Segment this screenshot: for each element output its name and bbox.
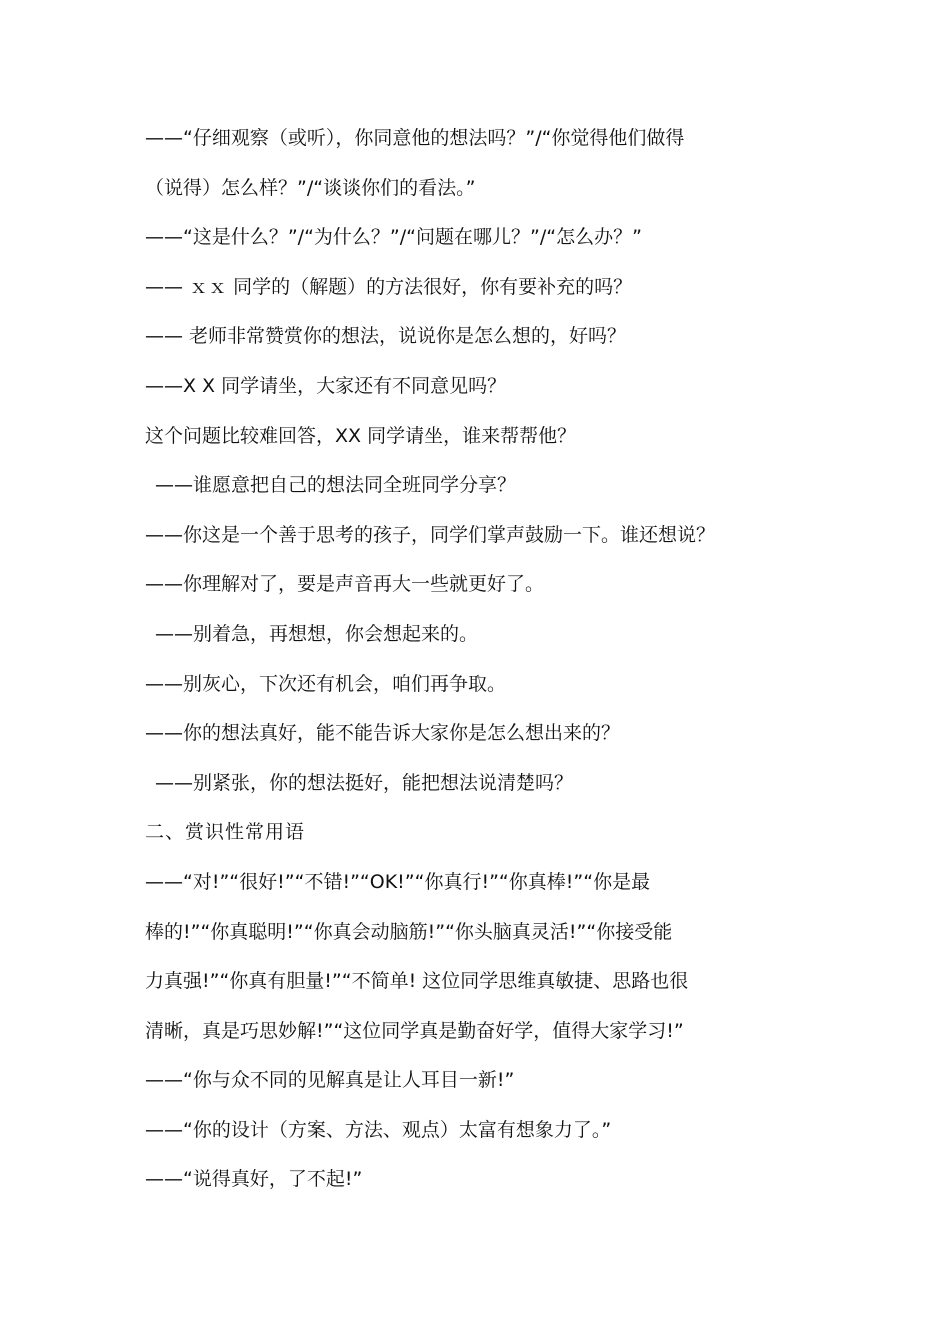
text-line: 这个问题比较难回答，XX 同学请坐，谁来帮帮他？: [145, 424, 577, 447]
text-line: ——你的想法真好，能不能告诉大家你是怎么想出来的？: [145, 722, 621, 745]
text-line: ——“这是什么？”/“为什么？”/“问题在哪儿？”/“怎么办？”: [145, 226, 642, 249]
text-line: —— ｘｘ 同学的（解题）的方法很好，你有要补充的吗？: [145, 275, 633, 298]
text-line: 清晰，真是巧思妙解!”“这位同学真是勤奋好学，值得大家学习!”: [145, 1019, 684, 1042]
text-line: ——“你的设计（方案、方法、观点）太富有想象力了。”: [145, 1118, 612, 1141]
text-line: （说得）怎么样？”/“谈谈你们的看法。”: [145, 176, 476, 199]
text-line: ——谁愿意把自己的想法同全班同学分享？: [155, 474, 517, 497]
text-line: —— 老师非常赞赏你的想法，说说你是怎么想的，好吗？: [145, 325, 627, 348]
text-line: 棒的!”“你真聪明!”“你真会动脑筋!”“你头脑真灵活!”“你接受能: [145, 920, 673, 943]
text-line: ——你理解对了，要是声音再大一些就更好了。: [145, 573, 545, 596]
text-line: ——别紧张，你的想法挺好，能把想法说清楚吗？: [155, 771, 574, 794]
text-line: ——X X 同学请坐，大家还有不同意见吗？: [145, 374, 507, 397]
text-line: 力真强!”“你真有胆量!”“不简单! 这位同学思维真敏捷、思路也很: [145, 970, 689, 993]
text-line: ——你这是一个善于思考的孩子，同学们掌声鼓励一下。谁还想说？: [145, 523, 716, 546]
document-body: [145, 114, 810, 1205]
text-line: ——“说得真好，了不起!”: [145, 1168, 363, 1191]
text-line: ——别着急，再想想，你会想起来的。: [155, 622, 479, 645]
text-line: ——“对!”“很好!”“不错!”“OK!”“你真行!”“你真棒!”“你是最: [145, 870, 651, 893]
text-line: ——“你与众不同的见解真是让人耳目一新!”: [145, 1069, 515, 1092]
section-heading: 二、赏识性常用语: [145, 821, 306, 844]
text-line: ——别灰心，下次还有机会，咱们再争取。: [145, 672, 507, 695]
text-line: ——“仔细观察（或听），你同意他的想法吗？”/“你觉得他们做得: [145, 127, 685, 149]
